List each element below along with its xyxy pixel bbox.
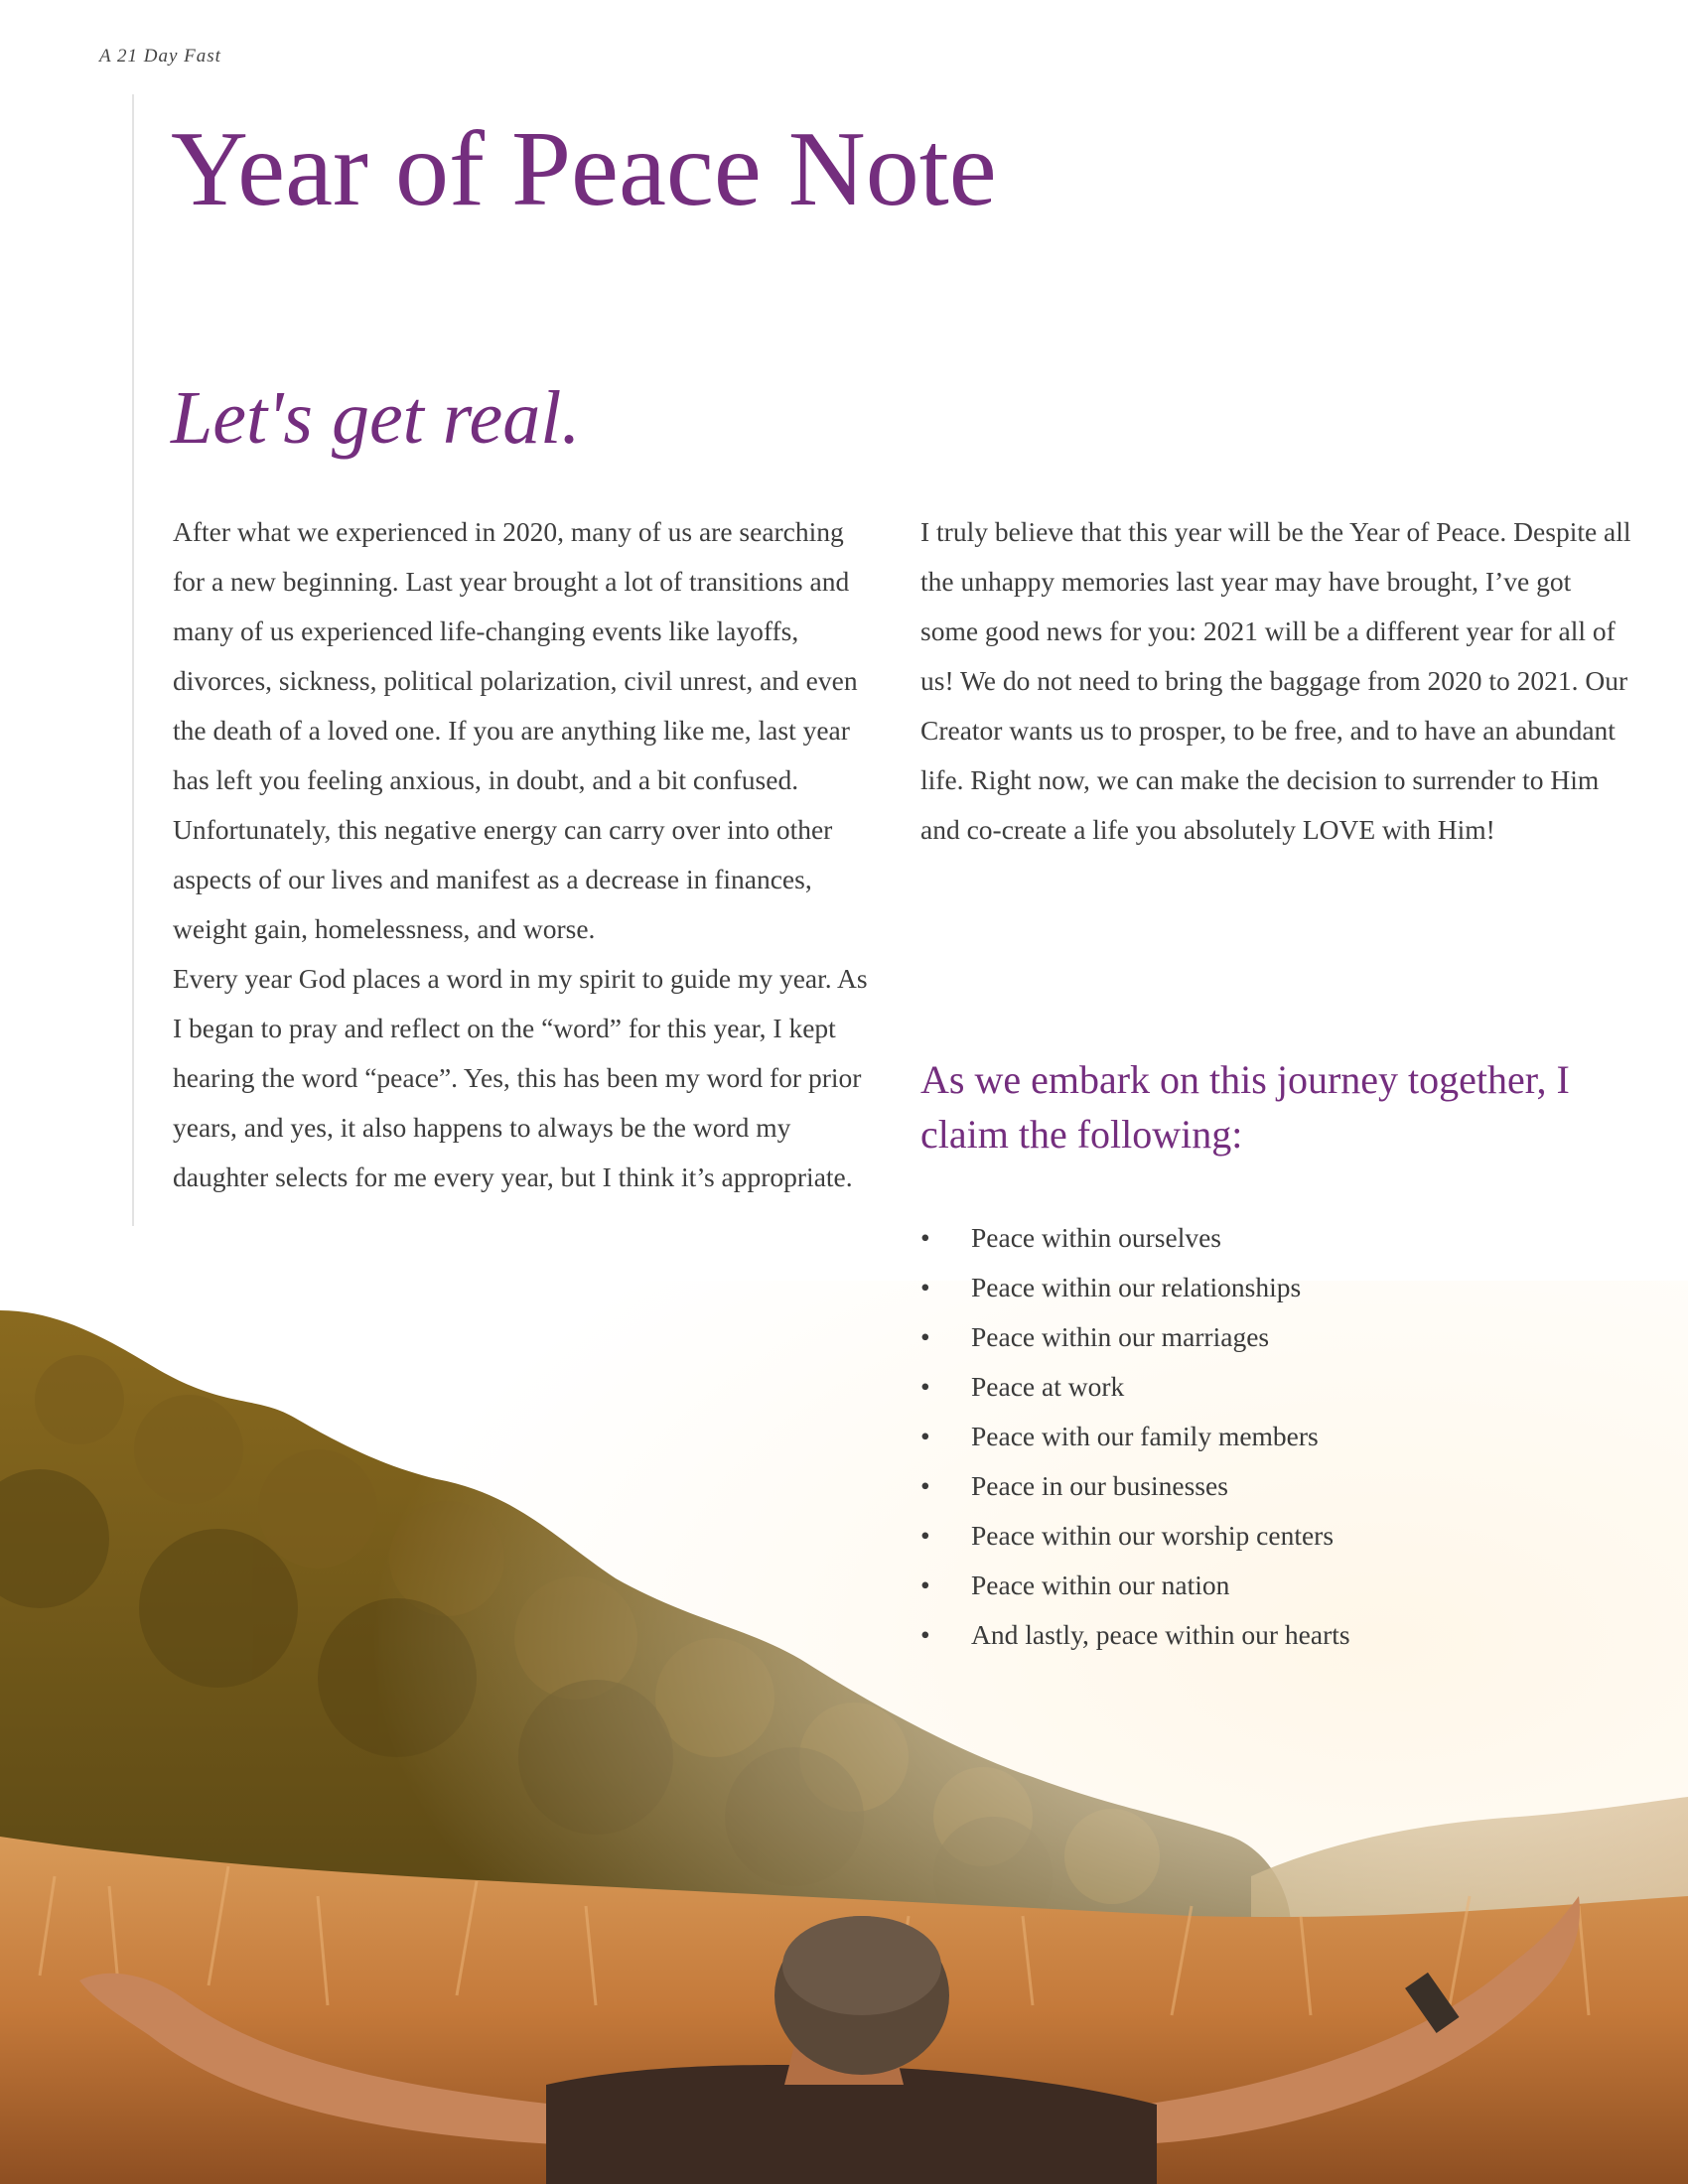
list-item-text: Peace in our businesses: [971, 1470, 1228, 1501]
list-item-text: Peace within our marriages: [971, 1321, 1270, 1352]
list-item-text: Peace at work: [971, 1371, 1125, 1402]
bullet-icon: •: [920, 1321, 930, 1352]
list-item: [920, 1461, 1635, 1511]
body-paragraph: I truly believe that this year will be the Year of Peace. Despite all the unhappy memories last year may have brought, I’ve got some good news for you: 2021 will be a different year for all of us! We do not need to bring the baggage from 2020 to 2021. Our Creator wants us to prosper, to be free, and to have an abundant life. Right now, we can make the decision to surrender to Him and co-create a life you absolutely LOVE with Him!: [920, 516, 1631, 845]
list-item-text: Peace within our worship centers: [971, 1520, 1335, 1551]
page-title: Year of Peace Note: [171, 110, 997, 228]
body-paragraph: After what we experienced in 2020, many of us are searching for a new beginning. Last year brought a lot of transitions and many of us experienced life-changing events like layoffs, divorces, sickness, political polarization, civil unrest, and even the death of a loved one. If you are anything like me, last year has left you feeling anxious, in doubt, and a bit confused. Unfortunately, this negative energy can carry over into other aspects of our lives and manifest as a decrease in finances, weight gain, homelessness, and worse.: [173, 516, 858, 944]
section-subtitle: Let's get real.: [171, 376, 581, 460]
list-item: [920, 1263, 1635, 1312]
claims-heading: As we embark on this journey together, I claim the following:: [920, 1057, 1570, 1157]
bullet-icon: •: [920, 1421, 930, 1451]
list-item-text: Peace within ourselves: [971, 1222, 1222, 1253]
bullet-icon: •: [920, 1570, 930, 1600]
list-item: [920, 1561, 1635, 1610]
list-item: [920, 1610, 1635, 1660]
vertical-divider: [132, 94, 134, 1226]
body-paragraph: Every year God places a word in my spirit to guide my year. As I began to pray and reflect on the “word” for this year, I kept hearing the word “peace”. Yes, this has been my word for prior years, and yes, it also happens to always be the word my daughter selects for me every year, but I think it’s appropriate.: [173, 963, 868, 1192]
bullet-icon: •: [920, 1272, 930, 1302]
claims-list: [920, 1213, 1635, 1660]
list-item: [920, 1312, 1635, 1362]
list-item-text: Peace within our relationships: [971, 1272, 1302, 1302]
bullet-icon: •: [920, 1222, 930, 1253]
list-item-text: Peace within our nation: [971, 1570, 1230, 1600]
bullet-icon: •: [920, 1520, 930, 1551]
bullet-icon: •: [920, 1470, 930, 1501]
bullet-icon: •: [920, 1371, 930, 1402]
running-header: A 21 Day Fast: [99, 46, 221, 67]
bullet-icon: •: [920, 1619, 930, 1650]
list-item-text: Peace with our family members: [971, 1421, 1319, 1451]
list-item: [920, 1511, 1635, 1561]
list-item: [920, 1362, 1635, 1412]
list-item-text: And lastly, peace within our hearts: [971, 1619, 1350, 1650]
list-item: [920, 1412, 1635, 1461]
left-column: [173, 507, 868, 1202]
right-column: [920, 507, 1635, 855]
list-item: [920, 1213, 1635, 1263]
